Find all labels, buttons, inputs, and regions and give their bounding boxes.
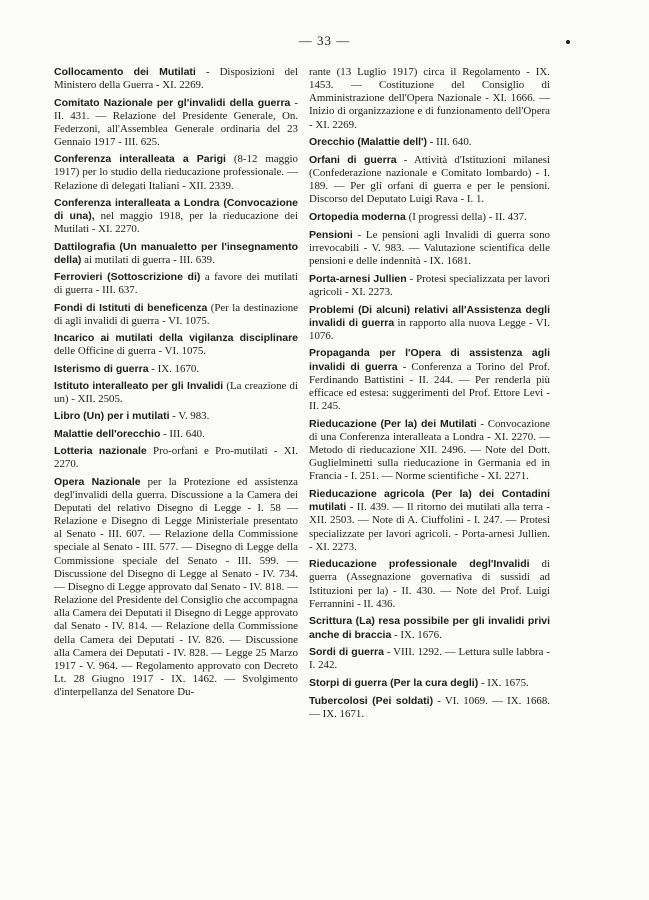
entry-term: Lotteria nazionale bbox=[54, 445, 147, 458]
right-column bbox=[309, 66, 550, 726]
entry-text: - II. 431. — Relazione del Presidente Generale, On. Federzoni, all'Assemblea Generale ordinaria del 23 Gennaio 1917 - III. 625. bbox=[54, 96, 298, 148]
index-entry bbox=[54, 241, 298, 267]
index-entry-continued bbox=[309, 66, 550, 132]
entry-term: Incarico ai mutilati della vigilanza disciplinare bbox=[54, 332, 298, 345]
entry-term: Malattie dell'orecchio bbox=[54, 427, 161, 440]
entry-term: Scrittura (La) resa possibile per gli invalidi privi anche di braccia bbox=[309, 615, 550, 641]
entry-text: nel maggio 1918, per la rieducazione dei Mutilati - XI. 2270. bbox=[54, 210, 298, 236]
entry-text: - V. 983. bbox=[169, 410, 210, 423]
index-entry bbox=[309, 136, 550, 149]
entry-text: (La creazione di un) - XII. 2505. bbox=[54, 379, 298, 406]
index-entry bbox=[54, 153, 298, 192]
entry-text: - Le pensioni agli Invalidi di guerra sono irrevocabili - V. 983. — Valutazione scientifica delle pensioni e delle indennità - IX. 1681. bbox=[309, 228, 550, 268]
index-entry bbox=[54, 428, 298, 441]
entry-term: Dattilografia (Un manualetto per l'insegnamento della) bbox=[54, 240, 298, 266]
index-entry bbox=[54, 363, 298, 376]
index-entry bbox=[309, 695, 550, 721]
entry-term: Rieducazione (Per la) dei Mutilati bbox=[309, 417, 477, 430]
entry-term: Comitato Nazionale per gl'invalidi della guerra bbox=[54, 96, 291, 109]
entry-term: Isterismo di guerra bbox=[54, 362, 149, 375]
entry-text: - Protesi specializzata per lavori agricoli - XI. 2273. bbox=[309, 272, 550, 298]
entry-term: Rieducazione agricola (Per la) dei Contadini mutilati bbox=[309, 488, 550, 514]
entry-text: - Attività d'Istituzioni milanesi (Confederazione nazionale e Comitato lombardo) - I. 189. — Per gli orfani di guerra e per le pensioni. Discorso del Deputato Luigi Rava - I. 1. bbox=[309, 153, 550, 206]
entry-term: Conferenza interalleata a Parigi bbox=[54, 153, 226, 166]
entry-text: (I progressi della) - II. 437. bbox=[405, 211, 527, 224]
index-entry bbox=[309, 615, 550, 641]
index-entry bbox=[54, 66, 298, 92]
entry-text: - Disposizioni del Ministero della Guerra - XI. 2269. bbox=[54, 66, 298, 92]
entry-text: per la Protezione ed assistenza degl'invalidi della guerra. Discussione a la Camera dei Deputati del relativo Disegno di Legge - I. 58 — Relazione e Disegno di Legge Ministeriale presentato al Senato - III. 607. — Relazione della Commissione speciale al Senato - III. 577. — Disegno di Legge della Commissione speciale del Senato - III. 599. — Discussione del Disegno di Legge al Senato - IV. 734. — Disegno di Legge approvato dal Senato - IV. 818. — Relazione del Presidente del Consiglio che accompagna alla Camera dei Deputati il Disegno di Legge approvato dal Senato - IV. 814. — Relazione della Commissione della Camera dei Deputati - IV. 826. — Discussione alla Camera dei Deputati - IV. 828. — Legge 25 Marzo 1917 - V. 964. — Regolamento approvato con Decreto Lt. 28 Giugno 1917 - IX. 1462. — Svolgimento d'interpellanza del Senatore Du- bbox=[54, 475, 299, 699]
index-entry bbox=[309, 646, 550, 672]
index-entry bbox=[54, 380, 298, 406]
entry-text: - VIII. 1292. — Lettura sulle labbra - I. 242. bbox=[309, 646, 550, 672]
entry-text: (8-12 maggio 1917) per lo studio della rieducazione professionale. — Relazione di delegati Italiani - XII. 2339. bbox=[54, 153, 299, 192]
entry-term: Rieducazione professionale degl'Invalidi bbox=[309, 558, 530, 571]
entry-term: Opera Nazionale bbox=[54, 475, 141, 488]
entry-text: - III. 640. bbox=[427, 136, 472, 149]
index-entry bbox=[309, 558, 550, 611]
page-number-text: — 33 — bbox=[298, 33, 351, 48]
index-entry bbox=[309, 273, 550, 299]
entry-term: Propaganda per l'Opera di assistenza agli invalidi di guerra bbox=[309, 347, 550, 373]
index-entry bbox=[54, 332, 298, 358]
entry-text: a favore dei mutilati di guerra - III. 637. bbox=[54, 271, 298, 297]
entry-text: - IX. 1670. bbox=[148, 362, 200, 375]
index-entry bbox=[54, 271, 298, 297]
ink-dot bbox=[566, 40, 570, 44]
entry-term: Fondi di Istituti di beneficenza bbox=[54, 301, 208, 314]
index-entry bbox=[54, 410, 298, 423]
entry-text: - III. 640. bbox=[160, 427, 205, 440]
entry-term: Problemi (Di alcuni) relativi all'Assistenza degli invalidi di guerra bbox=[309, 303, 550, 329]
entry-term: Tubercolosi (Pei soldati) bbox=[309, 694, 434, 707]
entry-text: delle Officine di guerra - VI. 1075. bbox=[54, 345, 207, 358]
entry-term: Orecchio (Malattie dell') bbox=[309, 136, 428, 149]
index-entry bbox=[54, 476, 298, 700]
entry-text: ai mutilati di guerra - III. 639. bbox=[81, 253, 215, 266]
entry-text: di guerra (Assegnazione governativa di sussidi ad Istituzioni per la) - II. 430. — Note del Prof. Luigi Ferrannini - II. 436. bbox=[309, 558, 550, 610]
entry-text: (Per la destinazione di agli invalidi di guerra - VI. 1075. bbox=[54, 301, 298, 327]
entry-term: Libro (Un) per i mutilati bbox=[54, 410, 170, 423]
entry-term: Conferenza interalleata a Londra (Convocazione di una), bbox=[54, 196, 298, 223]
entry-term: Orfani di guerra bbox=[309, 153, 397, 166]
entry-text: - II. 439. — Il ritorno dei mutilati alla terra - XII. 2503. — Note di A. Ciuffolini - I. 247. — Protesi specializzate per lavori agricoli. - Porta-arnesi Jullien. - XI. 2273. bbox=[309, 501, 550, 553]
index-entry bbox=[309, 304, 550, 343]
index-entry bbox=[54, 97, 298, 150]
entry-text: - Conferenza a Torino del Prof. Ferdinando Battistini - II. 244. — Per renderla più efficace ed estesa: suggerimenti del Prof. Ettore Levi - II. 245. bbox=[309, 360, 550, 413]
entry-text: - Convocazione di una Conferenza interalleata a Londra - XI. 2270. — Metodo di rieducazione XII. 2496. — Note del Dott. Guglielminetti sulla rieducazione in Germania ed in Francia - I. 251. — Norme scientifiche - XI. 2271. bbox=[309, 417, 550, 483]
entry-text: - VI. 1069. — IX. 1668. — IX. 1671. bbox=[309, 694, 550, 720]
entry-term: Pensioni bbox=[309, 228, 353, 241]
page-number bbox=[0, 33, 649, 49]
entry-text: - IX. 1676. bbox=[391, 628, 442, 641]
index-entry bbox=[309, 488, 550, 554]
entry-term: Istituto interalleato per gli Invalidi bbox=[54, 379, 224, 392]
left-column bbox=[54, 66, 298, 704]
index-entry bbox=[309, 418, 550, 484]
index-entry bbox=[309, 677, 550, 690]
index-entry bbox=[54, 445, 298, 471]
entry-term: Ortopedia moderna bbox=[309, 211, 406, 224]
entry-term: Porta-arnesi Jullien bbox=[309, 272, 407, 285]
index-entry bbox=[309, 211, 550, 224]
index-entry bbox=[54, 197, 298, 236]
entry-text: rante (13 Luglio 1917) circa il Regolamento - IX. 1453. — Costituzione del Consiglio di Amministrazione dell'Opera Nazionale - XI. 1666. — Inizio di organizzazione e di funzionamento dell'Opera - XI. 2269. bbox=[309, 66, 550, 131]
entry-term: Ferrovieri (Sottoscrizione di) bbox=[54, 271, 201, 284]
entry-term: Sordi di guerra bbox=[309, 646, 384, 659]
index-entry bbox=[309, 229, 550, 268]
entry-text: in rapporto alla nuova Legge - VI. 1076. bbox=[309, 316, 550, 342]
index-entry bbox=[309, 154, 550, 207]
entry-term: Collocamento dei Mutilati bbox=[54, 66, 196, 78]
index-entry bbox=[309, 347, 550, 413]
entry-term: Storpi di guerra (Per la cura degli) bbox=[309, 677, 479, 690]
entry-text: Pro-orfani e Pro-mutilati - XI. 2270. bbox=[54, 445, 299, 471]
index-entry bbox=[54, 302, 298, 328]
entry-text: - IX. 1675. bbox=[478, 677, 529, 690]
